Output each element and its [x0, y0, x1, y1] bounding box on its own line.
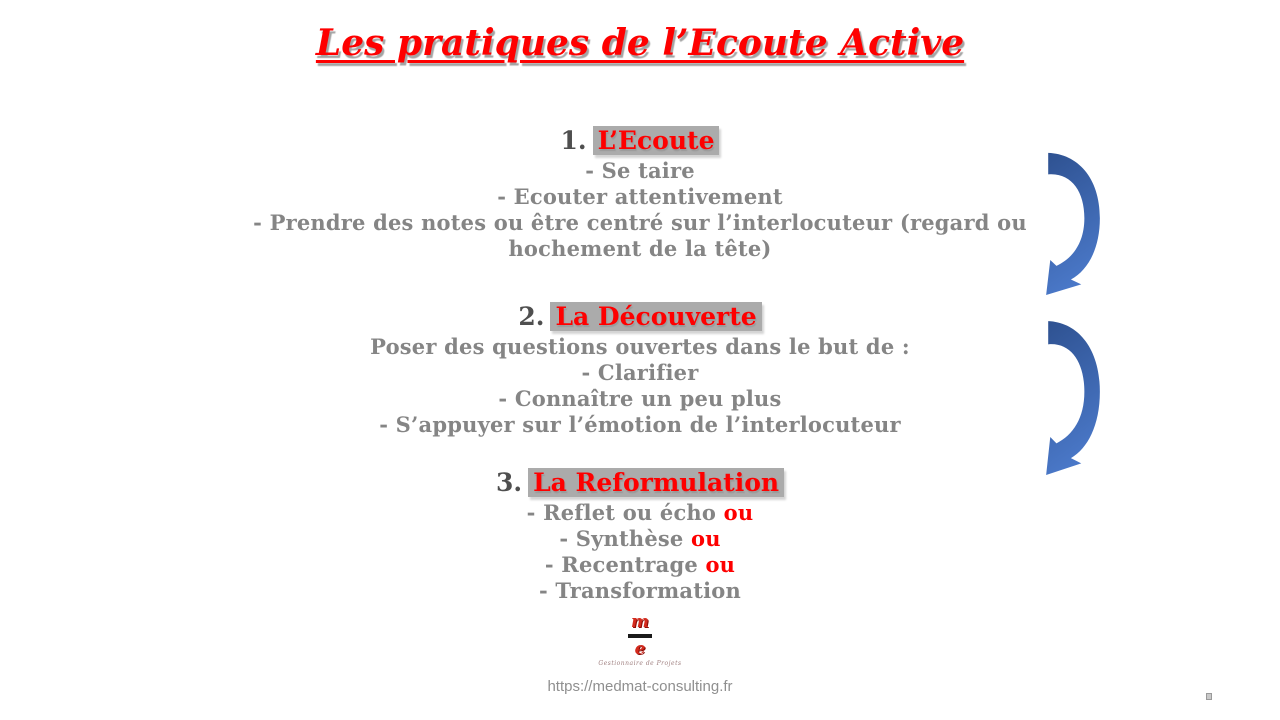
section-reformulation-heading [210, 468, 1070, 498]
bullet-line [210, 526, 1070, 552]
section-number: 2. [518, 302, 545, 331]
content-column [210, 126, 1070, 604]
curved-arrow-icon-2 [1042, 318, 1104, 476]
curved-arrow-icon-1 [1042, 150, 1104, 296]
ou-keyword: ou [723, 500, 754, 525]
bullet-text: - Transformation [539, 578, 741, 603]
section-reformulation [210, 468, 1070, 604]
section-title-highlight: La Découverte [550, 302, 761, 331]
slide-number-marker [1206, 693, 1212, 700]
logo-letter-bottom: e [634, 639, 646, 659]
company-logo [0, 614, 1280, 667]
bullet-line: - Clarifier [581, 360, 699, 385]
bullet-line: - Prendre des notes ou être centré sur l’interlocuteur (regard ou hochement de la tête) [253, 210, 1027, 261]
ou-keyword: ou [705, 552, 736, 577]
bullet-text: - Recentrage [544, 552, 706, 577]
section-number: 3. [495, 468, 523, 497]
bullet-line: - Ecouter attentivement [497, 184, 783, 209]
section-ecoute [210, 126, 1070, 262]
bullet-text: - Reflet ou écho [526, 500, 724, 525]
bullet-line: - Se taire [585, 158, 695, 183]
bullet-text: - Synthèse [559, 526, 691, 551]
bullet-line [210, 552, 1070, 578]
section-number: 1. [560, 126, 587, 155]
bullet-line [210, 578, 1070, 604]
slide-title: Les pratiques de l’Ecoute Active [315, 22, 965, 64]
bullet-line: - Connaître un peu plus [498, 386, 782, 411]
ou-keyword: ou [691, 526, 721, 551]
logo-divider [628, 634, 652, 638]
logo-letter-top: m [631, 612, 649, 632]
website-url: https://medmat-consulting.fr [547, 678, 733, 695]
bullet-line [210, 500, 1070, 526]
logo-tagline: Gestionnaire de Projets [598, 660, 682, 667]
bullet-line: - S’appuyer sur l’émotion de l’interlocuteur [379, 412, 901, 437]
section-title-highlight: L’Ecoute [593, 126, 720, 155]
section-decouverte [210, 302, 1070, 438]
section-ecoute-heading [210, 126, 1070, 156]
section-decouverte-heading [210, 302, 1070, 332]
section-intro-line: Poser des questions ouvertes dans le but de : [370, 334, 910, 359]
section-title-highlight: La Reformulation [528, 468, 784, 497]
